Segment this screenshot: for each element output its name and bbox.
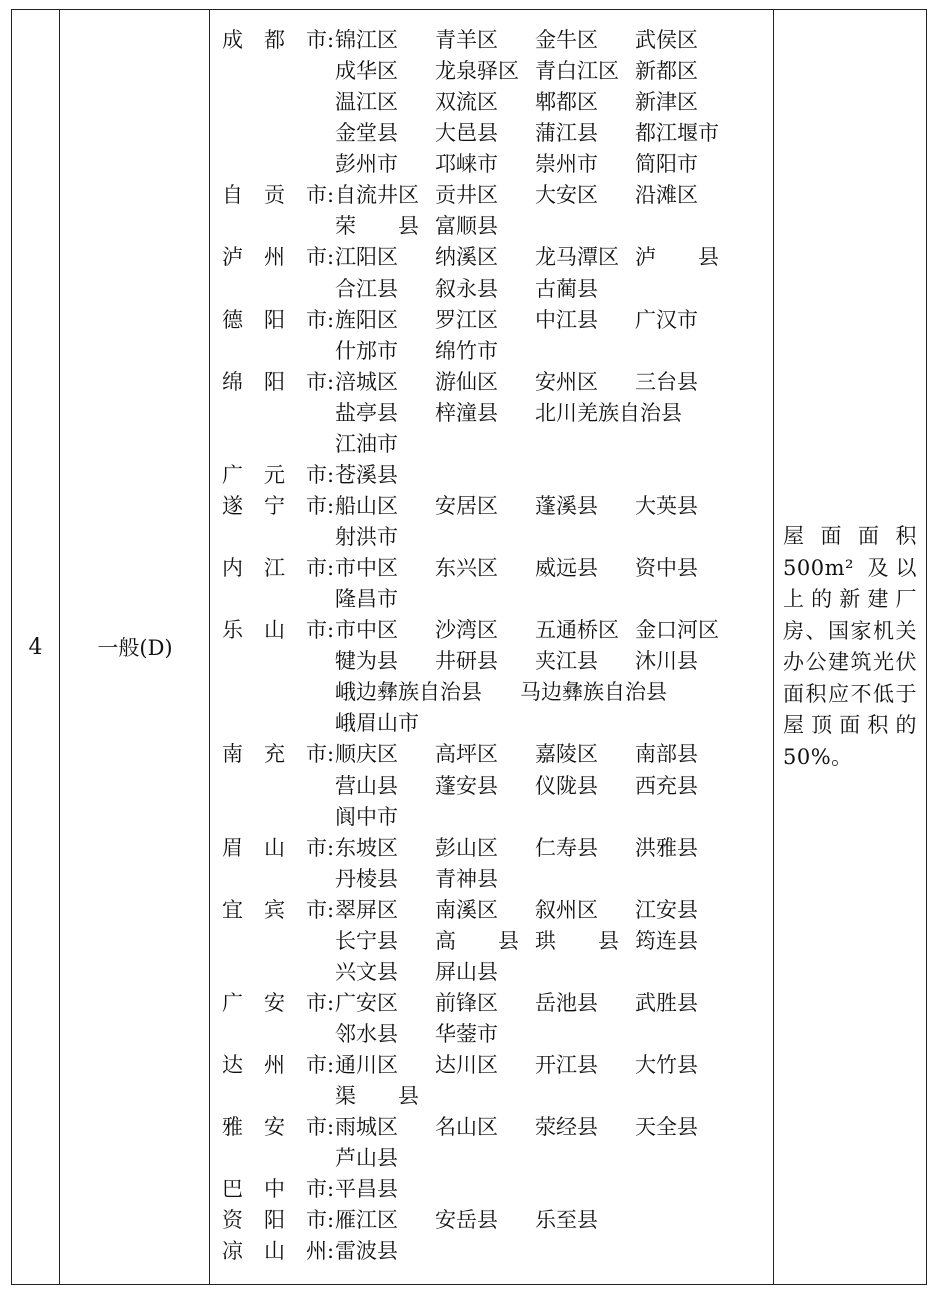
city-name: 眉 山 市 — [222, 835, 327, 860]
city-name — [222, 926, 327, 957]
district-name: 盐亭县 — [335, 400, 398, 425]
colon: : — [327, 369, 335, 394]
district-name: 兴文县 — [335, 959, 398, 984]
district-name: 彭山区 — [435, 835, 498, 860]
district-name: 安居区 — [435, 493, 498, 518]
district-name: 平昌县 — [335, 1177, 398, 1202]
city-name: 自 贡 市 — [222, 183, 327, 208]
district-row — [222, 305, 770, 336]
district-row — [222, 118, 770, 149]
district-name: 青白江区 — [535, 59, 619, 84]
district-row — [222, 1081, 770, 1112]
district-name: 合江县 — [335, 276, 398, 301]
district-row — [222, 895, 770, 926]
district-name: 安岳县 — [435, 1208, 498, 1233]
level-cell — [60, 10, 210, 1284]
district-row — [222, 926, 770, 957]
district-name: 叙永县 — [435, 276, 498, 301]
district-row — [222, 211, 770, 242]
district-name: 屏山县 — [435, 959, 498, 984]
district-name: 罗江区 — [435, 307, 498, 332]
city-name — [222, 708, 327, 739]
district-name: 叙州区 — [535, 897, 598, 922]
city-name — [222, 646, 327, 677]
district-row — [222, 1205, 770, 1236]
district-row — [222, 336, 770, 367]
city-name — [222, 274, 327, 305]
district-name: 龙马潭区 — [535, 245, 619, 270]
district-name: 安州区 — [535, 369, 598, 394]
colon — [327, 429, 335, 460]
colon — [327, 398, 335, 429]
district-row — [222, 1236, 770, 1267]
city-name — [222, 1019, 327, 1050]
district-name: 营山县 — [335, 773, 398, 798]
district-name: 五通桥区 — [535, 618, 619, 643]
district-name: 金牛区 — [535, 28, 598, 52]
district-name: 南部县 — [635, 742, 698, 767]
district-row — [222, 180, 770, 211]
district-name: 梓潼县 — [435, 400, 498, 425]
district-row — [222, 149, 770, 180]
district-name: 珙 县 — [535, 928, 619, 953]
city-name — [222, 1081, 327, 1112]
colon — [327, 149, 335, 180]
district-name: 大邑县 — [435, 121, 498, 146]
district-name: 北川羌族自治县 — [535, 400, 682, 425]
district-name: 洪雅县 — [635, 835, 698, 860]
city-name — [222, 957, 327, 988]
district-name: 蒲江县 — [535, 121, 598, 146]
district-name: 绵竹市 — [435, 338, 498, 363]
row-number: 4 — [28, 634, 43, 660]
colon: : — [327, 28, 335, 52]
city-name: 雅 安 市 — [222, 1115, 327, 1140]
district-name: 富顺县 — [435, 214, 498, 239]
colon — [327, 522, 335, 553]
colon: : — [327, 1053, 335, 1078]
district-name: 长宁县 — [335, 928, 398, 953]
district-row — [222, 491, 770, 522]
district-name: 彭州市 — [335, 152, 398, 177]
colon — [327, 677, 335, 708]
district-name: 市中区 — [335, 556, 398, 581]
district-row — [222, 771, 770, 802]
district-name: 青神县 — [435, 866, 498, 891]
district-name: 顺庆区 — [335, 742, 398, 767]
district-name: 隆昌市 — [335, 587, 398, 612]
colon: : — [327, 1208, 335, 1233]
colon — [327, 1081, 335, 1112]
colon: : — [327, 897, 335, 922]
colon — [327, 118, 335, 149]
colon — [327, 211, 335, 242]
district-row — [222, 833, 770, 864]
district-row — [222, 988, 770, 1019]
district-name: 邛崃市 — [435, 152, 498, 177]
district-name: 沐川县 — [635, 649, 698, 674]
district-name: 沿滩区 — [635, 183, 698, 208]
colon: : — [327, 493, 335, 518]
district-name: 广汉市 — [635, 307, 698, 332]
colon — [327, 1143, 335, 1174]
district-row — [222, 584, 770, 615]
district-name: 雨城区 — [335, 1115, 398, 1140]
district-name: 蓬溪县 — [535, 493, 598, 518]
district-name: 游仙区 — [435, 369, 498, 394]
district-name: 高坪区 — [435, 742, 498, 767]
district-name: 达川区 — [435, 1053, 498, 1078]
city-name: 凉 山 州 — [222, 1239, 327, 1264]
colon — [327, 708, 335, 739]
district-name: 前锋区 — [435, 990, 498, 1015]
colon: : — [327, 183, 335, 208]
district-name: 龙泉驿区 — [435, 59, 519, 84]
city-name — [222, 56, 327, 87]
district-name: 西充县 — [635, 773, 698, 798]
district-row — [222, 25, 770, 56]
district-name: 崇州市 — [535, 152, 598, 177]
district-name: 简阳市 — [635, 152, 698, 177]
city-name: 内 江 市 — [222, 556, 327, 581]
district-name: 蓬安县 — [435, 773, 498, 798]
colon: : — [327, 1239, 335, 1264]
city-name: 宜 宾 市 — [222, 897, 327, 922]
colon: : — [327, 1177, 335, 1202]
district-name: 旌阳区 — [335, 307, 398, 332]
colon: : — [327, 990, 335, 1015]
colon — [327, 56, 335, 87]
city-name — [222, 802, 327, 833]
district-name: 犍为县 — [335, 649, 398, 674]
district-name: 仁寿县 — [535, 835, 598, 860]
district-row — [222, 1174, 770, 1205]
district-row — [222, 398, 770, 429]
district-name: 广安区 — [335, 990, 398, 1015]
district-name: 峨眉山市 — [335, 711, 419, 736]
district-name: 船山区 — [335, 493, 398, 518]
district-name: 大竹县 — [635, 1053, 698, 1078]
city-name: 巴 中 市 — [222, 1177, 327, 1202]
city-name: 资 阳 市 — [222, 1208, 327, 1233]
district-name: 岳池县 — [535, 990, 598, 1015]
colon — [327, 1019, 335, 1050]
district-name: 双流区 — [435, 90, 498, 115]
colon: : — [327, 835, 335, 860]
district-name: 仪陇县 — [535, 773, 598, 798]
district-name: 江安县 — [635, 897, 698, 922]
city-name: 德 阳 市 — [222, 307, 327, 332]
district-name: 锦江区 — [335, 28, 398, 52]
district-name: 江阳区 — [335, 245, 398, 270]
city-name: 泸 州 市 — [222, 245, 327, 270]
district-row — [222, 367, 770, 398]
district-row — [222, 1050, 770, 1081]
district-name: 马边彝族自治县 — [520, 680, 667, 705]
district-row — [222, 1143, 770, 1174]
district-row — [222, 1019, 770, 1050]
colon — [327, 646, 335, 677]
district-name: 雁江区 — [335, 1208, 398, 1233]
colon: : — [327, 462, 335, 487]
colon — [327, 336, 335, 367]
city-name — [222, 522, 327, 553]
district-name: 郫都区 — [535, 90, 598, 115]
district-row — [222, 522, 770, 553]
colon: : — [327, 1115, 335, 1140]
district-name: 翠屏区 — [335, 897, 398, 922]
district-name: 夹江县 — [535, 649, 598, 674]
district-name: 纳溪区 — [435, 245, 498, 270]
district-name: 开江县 — [535, 1053, 598, 1078]
city-name: 成 都 市 — [222, 28, 327, 52]
district-name: 南溪区 — [435, 897, 498, 922]
district-name: 资中县 — [635, 556, 698, 581]
city-name: 绵 阳 市 — [222, 369, 327, 394]
city-name: 广 元 市 — [222, 462, 327, 487]
city-name — [222, 149, 327, 180]
district-name: 射洪市 — [335, 525, 398, 549]
city-name — [222, 584, 327, 615]
district-row — [222, 1112, 770, 1143]
city-name — [222, 1143, 327, 1174]
city-name — [222, 87, 327, 118]
district-row — [222, 460, 770, 491]
district-row — [222, 274, 770, 305]
district-row — [222, 677, 770, 708]
district-row — [222, 553, 770, 584]
district-name: 峨边彝族自治县 — [335, 680, 482, 705]
colon — [327, 584, 335, 615]
district-name: 古蔺县 — [535, 276, 598, 301]
city-name — [222, 429, 327, 460]
colon — [327, 802, 335, 833]
district-name: 金堂县 — [335, 121, 398, 146]
district-name: 成华区 — [335, 59, 398, 84]
district-name: 乐至县 — [535, 1208, 598, 1233]
district-name: 大英县 — [635, 493, 698, 518]
city-name — [222, 336, 327, 367]
district-name: 自流井区 — [335, 183, 419, 208]
colon: : — [327, 245, 335, 270]
colon — [327, 771, 335, 802]
district-row — [222, 615, 770, 646]
district-name: 中江县 — [535, 307, 598, 332]
district-row — [222, 429, 770, 460]
district-name: 沙湾区 — [435, 618, 498, 643]
row-number-cell — [12, 10, 59, 1284]
district-name: 丹棱县 — [335, 866, 398, 891]
district-name: 温江区 — [335, 90, 398, 115]
district-name: 新都区 — [635, 59, 698, 84]
district-name: 三台县 — [635, 369, 698, 394]
city-name: 南 充 市 — [222, 742, 327, 767]
policy-table — [11, 9, 927, 1285]
city-name — [222, 771, 327, 802]
district-name: 市中区 — [335, 618, 398, 643]
city-name: 广 安 市 — [222, 990, 327, 1015]
district-row — [222, 739, 770, 770]
district-name: 嘉陵区 — [535, 742, 598, 767]
district-name: 天全县 — [635, 1115, 698, 1140]
district-name: 青羊区 — [435, 28, 498, 52]
district-name: 贡井区 — [435, 183, 498, 208]
district-row — [222, 242, 770, 273]
district-name: 荣 县 — [335, 214, 419, 239]
district-row — [222, 957, 770, 988]
district-row — [222, 56, 770, 87]
city-name — [222, 211, 327, 242]
colon: : — [327, 307, 335, 332]
district-name: 筠连县 — [635, 928, 698, 953]
colon — [327, 87, 335, 118]
district-name: 阆中市 — [335, 804, 398, 829]
district-name: 名山区 — [435, 1115, 498, 1140]
areas-cell — [222, 25, 770, 1268]
colon: : — [327, 618, 335, 643]
district-name: 武胜县 — [635, 990, 698, 1015]
city-name: 遂 宁 市 — [222, 493, 327, 518]
colon — [327, 957, 335, 988]
district-name: 泸 县 — [635, 245, 719, 270]
colon — [327, 926, 335, 957]
city-name — [222, 677, 327, 708]
district-row — [222, 646, 770, 677]
city-name — [222, 118, 327, 149]
district-row — [222, 708, 770, 739]
colon: : — [327, 556, 335, 581]
district-name: 新津区 — [635, 90, 698, 115]
district-name: 荥经县 — [535, 1115, 598, 1140]
district-name: 渠 县 — [335, 1084, 419, 1109]
district-name: 井研县 — [435, 649, 498, 674]
district-name: 苍溪县 — [335, 462, 398, 487]
district-name: 芦山县 — [335, 1146, 398, 1171]
district-name: 涪城区 — [335, 369, 398, 394]
district-name: 大安区 — [535, 183, 598, 208]
district-name: 高 县 — [435, 928, 519, 953]
district-name: 华蓥市 — [435, 1022, 498, 1046]
colon — [327, 274, 335, 305]
district-name: 武侯区 — [635, 28, 698, 52]
district-name: 通川区 — [335, 1053, 398, 1078]
district-name: 邻水县 — [335, 1022, 398, 1046]
note-cell — [774, 10, 926, 1284]
city-name: 乐 山 市 — [222, 618, 327, 643]
district-row — [222, 864, 770, 895]
city-name — [222, 864, 327, 895]
district-row — [222, 87, 770, 118]
district-name: 威远县 — [535, 556, 598, 581]
district-row — [222, 802, 770, 833]
district-name: 江油市 — [335, 431, 398, 456]
level-label: 一般(D) — [97, 636, 173, 660]
district-name: 金口河区 — [635, 618, 719, 643]
note-text: 屋面面积500m² 及以上的新建厂房、国家机关办公建筑光伏面积应不低于屋顶面积的50%。 — [783, 524, 917, 769]
colon: : — [327, 742, 335, 767]
district-name: 东坡区 — [335, 835, 398, 860]
district-name: 雷波县 — [335, 1239, 398, 1264]
city-name — [222, 398, 327, 429]
city-name: 达 州 市 — [222, 1053, 327, 1078]
district-name: 都江堰市 — [635, 121, 719, 146]
district-name: 东兴区 — [435, 556, 498, 581]
colon — [327, 864, 335, 895]
district-name: 什邡市 — [335, 338, 398, 363]
